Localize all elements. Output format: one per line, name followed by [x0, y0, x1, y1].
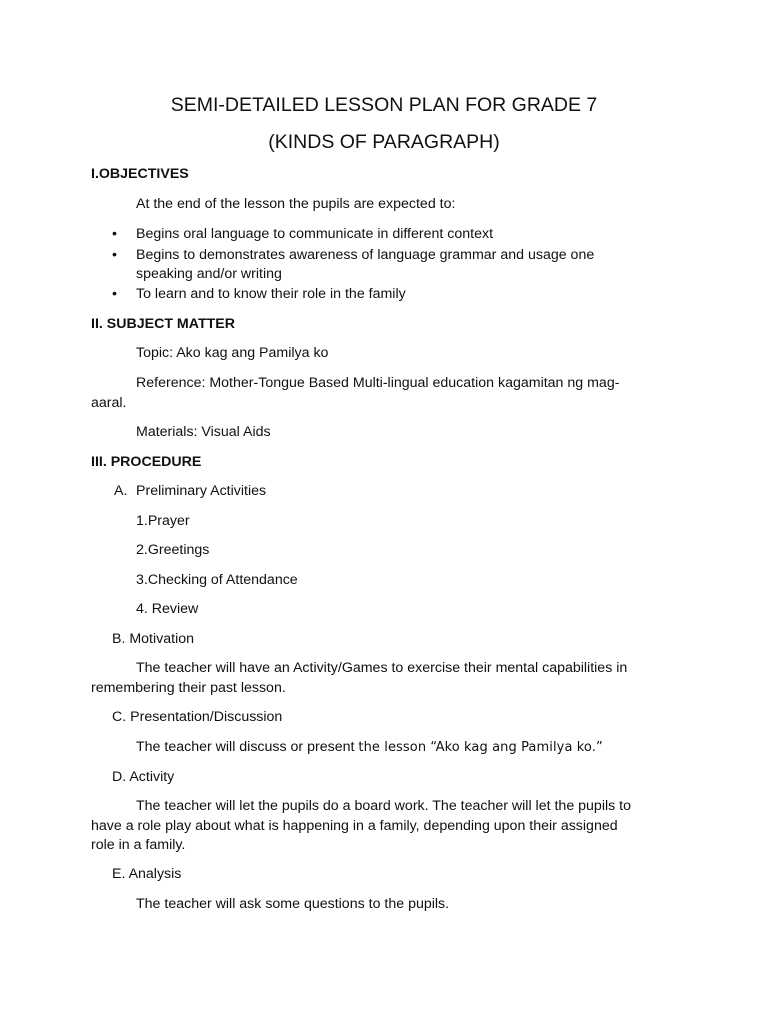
reference-line: Reference: Mother-Tongue Based Multi-lingual education kagamitan ng mag-	[136, 375, 620, 391]
section-b-text-continued: remembering their past lesson.	[91, 680, 286, 696]
section-d-text: The teacher will let the pupils do a board work. The teacher will let the pupils to	[136, 798, 631, 814]
section-d-text-continued: have a role play about what is happening in a family, depending upon their assigned	[91, 818, 618, 834]
bullet-marker: •	[112, 247, 117, 263]
section-a-title: Preliminary Activities	[136, 483, 267, 499]
objective-item-continued: speaking and/or writing	[136, 266, 282, 282]
objective-item: Begins to demonstrates awareness of language grammar and usage one	[136, 247, 595, 263]
reference-line-continued: aaral.	[91, 395, 127, 411]
section-e-title: E. Analysis	[112, 866, 182, 882]
section-a-label: A.	[114, 483, 128, 499]
objective-item: To learn and to know their role in the family	[136, 286, 406, 302]
activity-step: 3.Checking of Attendance	[136, 572, 298, 588]
procedure-heading: III. PROCEDURE	[91, 454, 202, 470]
document-title: SEMI-DETAILED LESSON PLAN FOR GRADE 7	[170, 94, 598, 116]
activity-step: 1.Prayer	[136, 513, 190, 529]
section-e-text: The teacher will ask some questions to the pupils.	[136, 896, 450, 912]
bullet-marker: •	[112, 286, 117, 302]
section-d-title: D. Activity	[112, 769, 175, 785]
objectives-heading: I.OBJECTIVES	[91, 166, 189, 182]
section-c-text	[136, 738, 603, 757]
bullet-marker: •	[112, 226, 117, 242]
subject-matter-heading: II. SUBJECT MATTER	[91, 316, 235, 332]
section-c-title: C. Presentation/Discussion	[112, 709, 283, 725]
materials-line: Materials: Visual Aids	[136, 424, 271, 440]
objectives-intro: At the end of the lesson the pupils are expected to:	[136, 196, 456, 212]
activity-step: 2.Greetings	[136, 542, 210, 558]
objective-item: Begins oral language to communicate in different context	[136, 226, 494, 242]
section-b-title: B. Motivation	[112, 631, 195, 647]
section-c-text-part1: The teacher will discuss or present	[136, 739, 359, 755]
topic-line: Topic: Ako kag ang Pamilya ko	[136, 345, 329, 361]
section-d-text-continued: role in a family.	[91, 837, 186, 853]
activity-step: 4. Review	[136, 601, 199, 617]
section-c-text-part2: the lesson “Ako kag ang Pamilya ko.”	[358, 740, 603, 755]
document-subtitle: (KINDS OF PARAGRAPH)	[268, 131, 500, 153]
section-b-text: The teacher will have an Activity/Games to exercise their mental capabilities in	[136, 660, 628, 676]
